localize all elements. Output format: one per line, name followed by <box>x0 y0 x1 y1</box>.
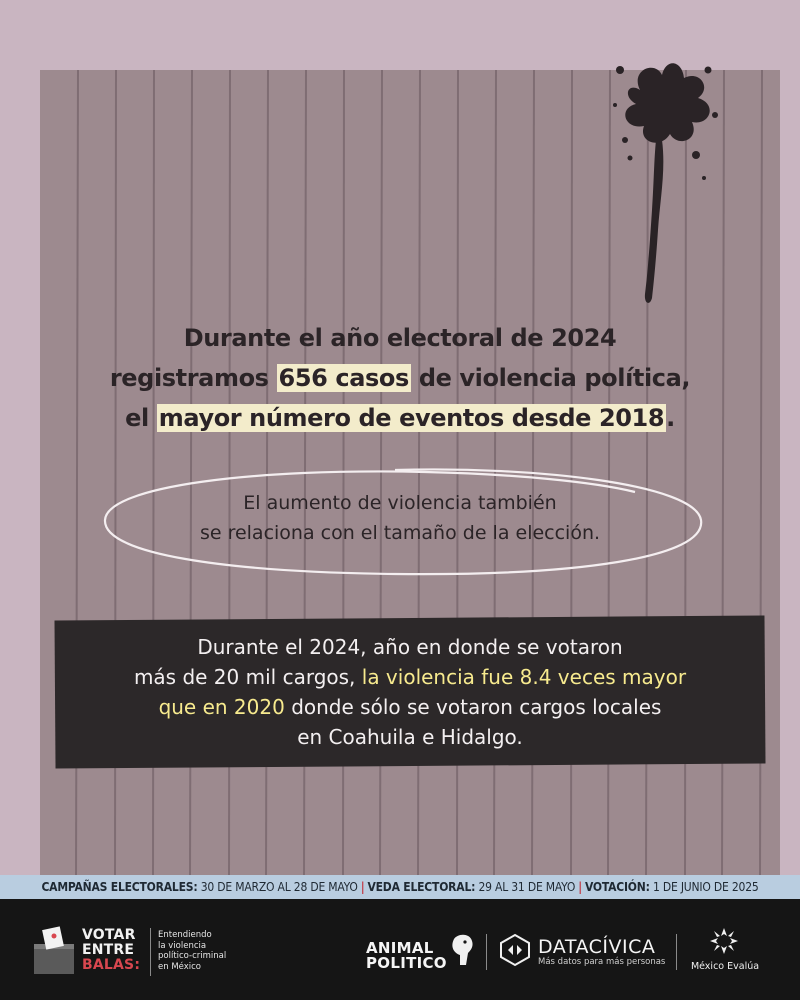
footer-divider <box>486 934 487 970</box>
datacivica-icon <box>498 933 532 967</box>
headline-line-3: el mayor número de eventos desde 2018. <box>125 404 675 432</box>
datacivica-tagline: Más datos para más personas <box>538 957 666 967</box>
ballot-box-icon <box>32 926 76 976</box>
election-dates-bar: CAMPAÑAS ELECTORALES: 30 DE MARZO AL 28 DE MAYO | VEDA ELECTORAL: 29 AL 31 DE MAYO | VOTACIÓN: 1 DE JUNIO DE 2025 <box>0 875 800 899</box>
footer-divider <box>676 934 677 970</box>
highlight-max-events: mayor número de eventos desde 2018 <box>158 404 665 432</box>
mexico-evalua-name: México Evalúa <box>690 961 760 972</box>
ink-splat-illustration <box>600 30 730 310</box>
highlight-2020: que en 2020 <box>158 695 285 719</box>
headline <box>60 318 740 438</box>
headline-line-1: Durante el año electoral de 2024 <box>183 324 617 352</box>
project-subtitle: Entendiendo la violencia político-criminal en México <box>158 930 227 972</box>
highlight-8-4-times: la violencia fue 8.4 veces mayor <box>361 665 687 689</box>
footer-divider <box>150 928 151 976</box>
circled-statement: El aumento de violencia también se relaciona con el tamaño de la elección. <box>199 492 601 544</box>
dark-callout-text: Durante el 2024, año en donde se votaron más de 20 mil cargos, la violencia fue 8.4 veces mayor que en 2020 donde sólo se votaron cargos locales en Coahuila e Hidalgo. <box>133 635 687 749</box>
mexico-evalua-icon <box>706 926 742 956</box>
headline-line-2: registramos 656 casos de violencia política, <box>109 364 691 392</box>
datacivica-name: DATACÍVICA <box>538 936 656 958</box>
votar-entre-balas-logo: VOTAR ENTRE BALAS: <box>82 927 141 973</box>
animal-head-icon <box>448 931 476 967</box>
animal-politico-logo: ANIMAL POLITICO <box>366 939 447 972</box>
highlight-656-cases: 656 casos <box>278 364 409 392</box>
